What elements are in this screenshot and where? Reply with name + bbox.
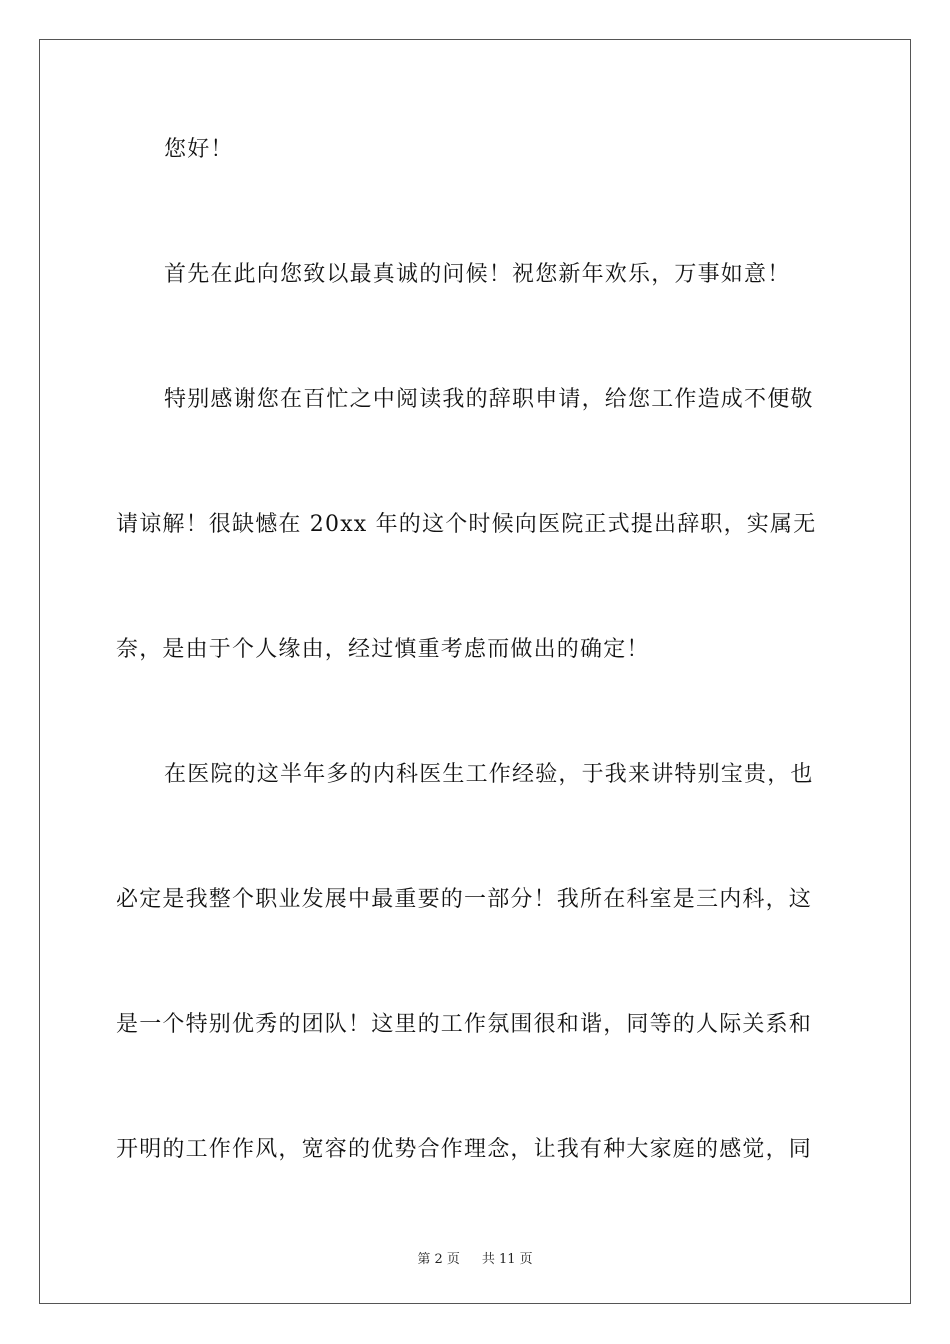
page-number: 第 2 页 <box>417 1252 460 1267</box>
paragraph-line: 在医院的这半年多的内科医生工作经验，于我来讲特别宝贵，也 <box>164 762 814 787</box>
paragraph-line: 首先在此向您致以最真诚的问候！祝您新年欢乐，万事如意！ <box>164 262 791 287</box>
paragraph-line: 请谅解！很缺憾在 20xx 年的这个时候向医院正式提出辞职，实属无 <box>116 512 817 537</box>
paragraph-line: 奈，是由于个人缘由，经过慎重考虑而做出的确定！ <box>116 637 650 662</box>
paragraph-line: 开明的工作作风，宽容的优势合作理念，让我有种大家庭的感觉，同 <box>116 1137 813 1162</box>
page-footer <box>0 1248 950 1267</box>
greeting-line: 您好！ <box>164 137 234 162</box>
paragraph-line: 是一个特别优秀的团队！这里的工作氛围很和谐，同等的人际关系和 <box>116 1012 813 1037</box>
page-total: 共 11 页 <box>481 1252 533 1267</box>
page-frame <box>39 39 911 1304</box>
paragraph-line: 特别感谢您在百忙之中阅读我的辞职申请，给您工作造成不便敬 <box>164 387 814 412</box>
paragraph-line: 必定是我整个职业发展中最重要的一部分！我所在科室是三内科，这 <box>116 887 813 912</box>
